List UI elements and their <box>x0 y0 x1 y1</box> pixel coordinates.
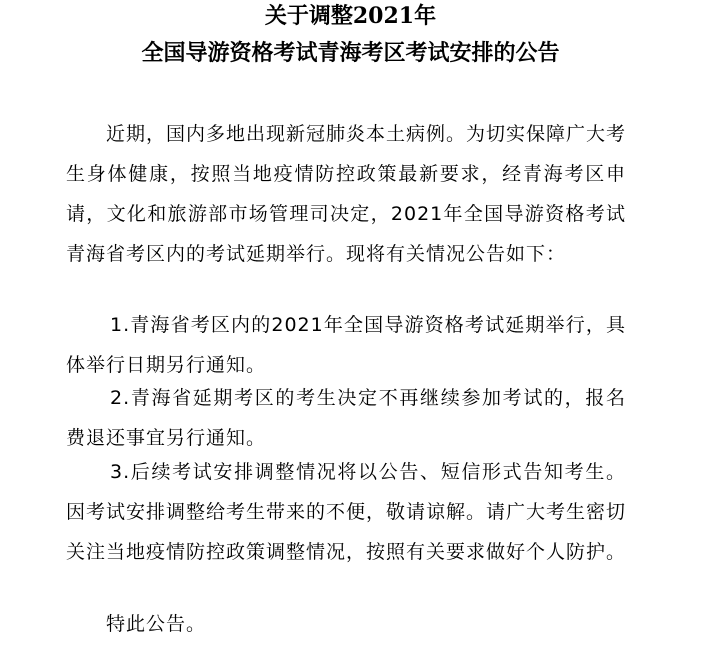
item-2-paragraph: 2.青海省延期考区的考生决定不再继续参加考试的，报名费退还事宜另行通知。 <box>66 387 626 449</box>
notice-title-line-2: 全国导游资格考试青海考区考试安排的公告 <box>141 40 560 66</box>
intro-paragraph: 近期，国内多地出现新冠肺炎本土病例。为切实保障广大考生身体健康，按照当地疫情防控政策最新要求，经青海考区申请，文化和旅游部市场管理司决定，2021年全国导游资格考试青海省考区内的考试延期举行。现将有关情况公告如下： <box>66 123 627 265</box>
notice-title-line-1: 关于调整2021年 <box>264 3 437 29</box>
item-1-paragraph: 1.青海省考区内的2021年全国导游资格考试延期举行，具体举行日期另行通知。 <box>66 314 626 376</box>
closing-paragraph: 特此公告。 <box>106 613 207 635</box>
item-3-paragraph: 3.后续考试安排调整情况将以公告、短信形式告知考生。因考试安排调整给考生带来的不便，敬请谅解。请广大考生密切关注当地疫情防控政策调整情况，按照有关要求做好个人防护。 <box>66 461 627 563</box>
